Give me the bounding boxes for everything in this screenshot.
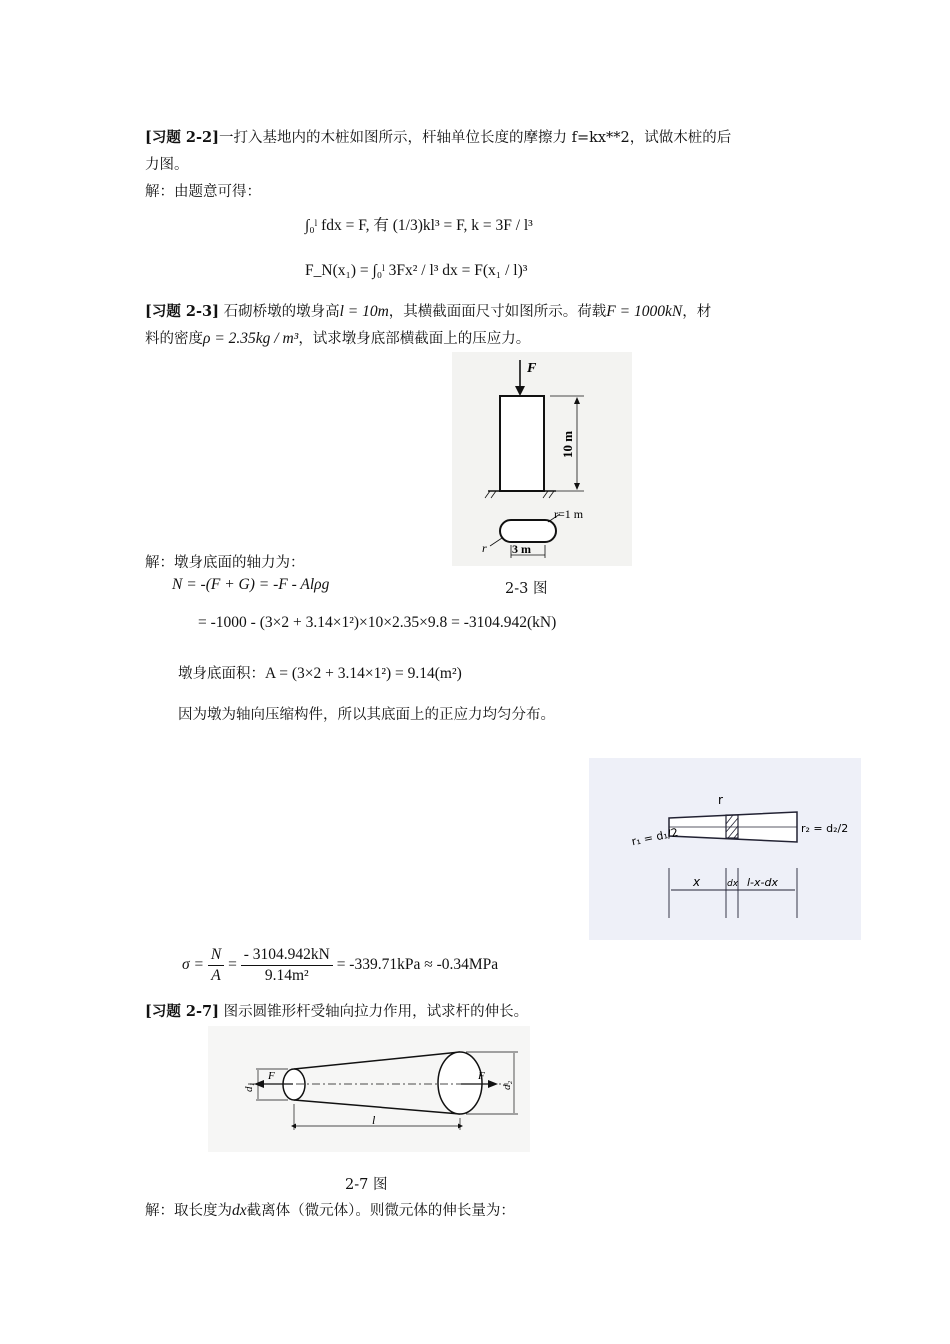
radius-label: r=1 m: [554, 507, 584, 521]
problem-2-2-solution-label: 解：由题意可得：: [145, 184, 261, 200]
r1-label: r₁ = d₁/2: [630, 825, 680, 849]
problem-2-3-line1: [145, 300, 711, 321]
problem-2-3-solution-label: 解：墩身底面的轴力为：: [145, 555, 305, 571]
cross-section: [500, 520, 556, 542]
problem-2-2-line2: 力图。: [145, 157, 189, 173]
problem-2-7-line: [145, 1000, 528, 1021]
load-value: F = 1000kN: [606, 303, 683, 320]
height-label: 10 m: [560, 430, 575, 458]
length-label: l: [372, 1113, 376, 1127]
problem-2-7-text: 图示圆锥形杆受轴向拉力作用，试求杆的伸长。: [218, 1004, 529, 1020]
r2-label: r₂ = d₂/2: [801, 822, 849, 835]
dx-symbol: dx: [232, 1202, 247, 1219]
problem-2-3-text-e: ，试求墩身底部横截面上的压应力。: [298, 331, 531, 347]
n-over-a-fraction: [208, 946, 224, 985]
x-label: x: [693, 875, 701, 889]
area-label: 墩身底面积：: [178, 666, 265, 682]
dx-label: dx: [727, 879, 739, 889]
stress-distribution-note: 因为墩为轴向压缩构件，所以其底面上的正应力均匀分布。: [178, 707, 555, 723]
problem-2-7-solution: [145, 1199, 515, 1220]
solution-text-b: 截离体（微元体）。则微元体的伸长量为：: [246, 1203, 515, 1219]
figure-2-3-caption: 2-3 图: [505, 581, 548, 597]
left-force-label: F: [268, 1070, 275, 1082]
area-equation: A = (3×2 + 3.14×1²) = 9.14(m²): [265, 665, 462, 682]
problem-2-3-text-a: 石砌桥墩的墩身高: [218, 304, 340, 320]
width-label: 3 m: [512, 542, 531, 556]
problem-2-3-text-b: ，其横截面面尺寸如图所示。荷载: [388, 304, 607, 320]
rest-label: l-x-dx: [747, 876, 778, 889]
pier-body: [500, 396, 544, 491]
sigma-lhs: σ =: [182, 956, 204, 974]
stress-fraction: [241, 946, 333, 985]
problem-2-3-line2: [145, 327, 530, 348]
cone-sketch-figure: [589, 758, 861, 940]
problem-2-3-text-d: 料的密度: [145, 331, 203, 347]
equals-sign: =: [228, 956, 237, 974]
problem-2-3-tag: [习题 2-3]: [145, 303, 219, 320]
figure-2-3-pier: [452, 352, 632, 566]
r-label: r: [718, 793, 723, 807]
figure-2-7-caption: 2-7 图: [345, 1177, 388, 1193]
right-force-label: F: [478, 1070, 485, 1082]
solution-text-a: 解：取长度为: [145, 1203, 232, 1219]
radius-label-2: r: [482, 541, 487, 555]
large-end: [438, 1052, 482, 1114]
force-label: F: [527, 361, 537, 376]
problem-2-7-tag: [习题 2-7]: [145, 1003, 219, 1020]
d1-label: d₁: [243, 1082, 255, 1092]
height-value: l = 10m: [339, 303, 389, 320]
problem-2-2-equation-1: ∫₀ˡ fdx = F, 有 (1/3)kl³ = F, k = 3F / l³: [305, 217, 533, 234]
problem-2-2-line1: [145, 126, 731, 147]
stress-denominator: 9.14m²: [264, 967, 309, 984]
stress-equation: [182, 946, 498, 985]
a-symbol: A: [211, 967, 221, 984]
axial-force-value: = -1000 - (3×2 + 3.14×1²)×10×2.35×9.8 = -3104.942(kN): [198, 614, 557, 631]
density-value: ρ = 2.35kg / m³: [203, 330, 299, 347]
d2-label: d₂: [501, 1080, 513, 1090]
figure-2-7-cone: [208, 1026, 530, 1152]
stress-result: = -339.71kPa ≈ -0.34MPa: [336, 956, 499, 974]
problem-2-2-tag: [习题 2-2]: [145, 129, 219, 146]
axial-force-equation: N = -(F + G) = -F - Alρg: [172, 576, 330, 593]
area-line: [178, 662, 462, 683]
problem-2-3-text-c: ，材: [682, 304, 712, 320]
n-symbol: N: [208, 946, 224, 966]
problem-2-2-equation-2: F_N(x₁) = ∫₀ˡ 3Fx² / l³ dx = F(x₁ / l)³: [305, 262, 528, 279]
stress-numerator: - 3104.942kN: [241, 946, 333, 966]
problem-2-2-text: 一打入基地内的木桩如图所示，杆轴单位长度的摩擦力 f=kx**2，试做木桩的后: [218, 130, 732, 146]
